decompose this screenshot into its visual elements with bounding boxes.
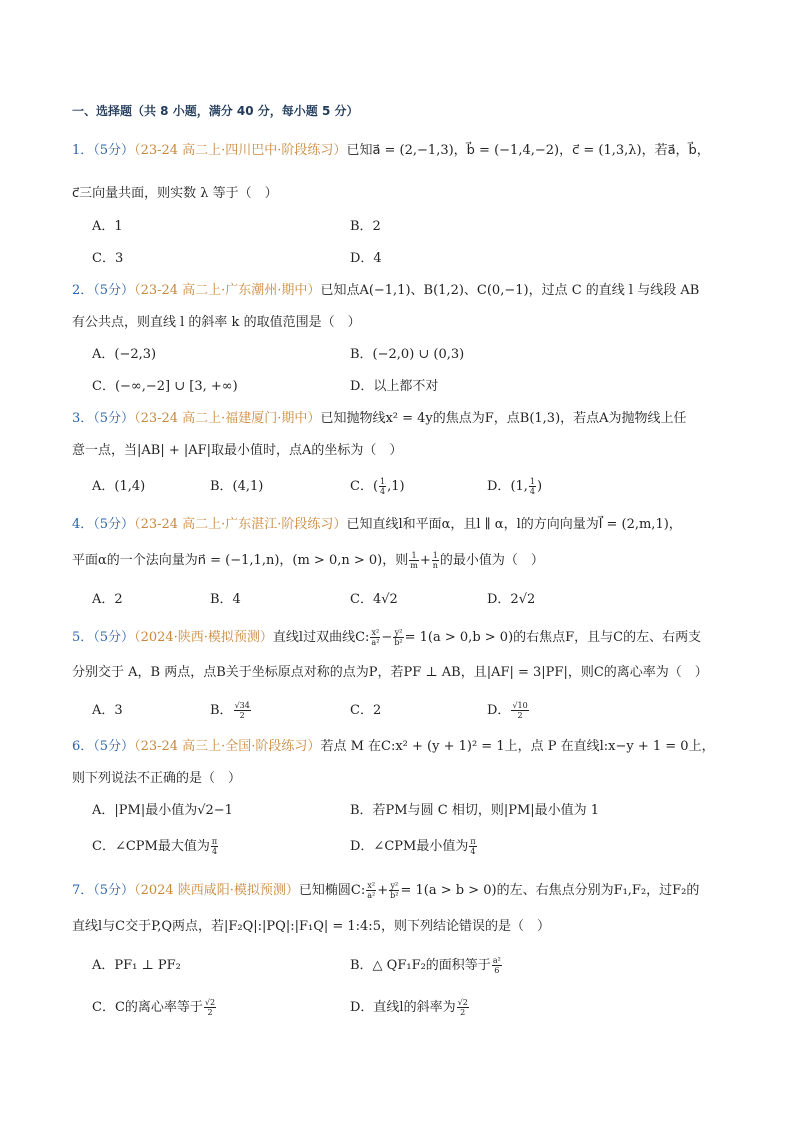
denominator: 2 — [207, 1008, 213, 1017]
numerator: √10 — [512, 701, 528, 710]
option-c — [350, 477, 405, 497]
option-b: B．(4,1) — [210, 479, 264, 494]
question-2-line-1 — [72, 281, 754, 301]
plus-sign: + — [419, 553, 431, 568]
numerator: 1 — [432, 551, 438, 560]
numerator: 1 — [380, 477, 386, 486]
question-score: （5分） — [93, 630, 135, 645]
denominator: 4 — [529, 487, 536, 496]
question-source: （23-24 高二上·广东湛江·阶段练习） — [134, 517, 347, 532]
fraction — [379, 477, 386, 496]
minus-sign: − — [381, 630, 393, 645]
question-source: （23-24 高三上·全国·阶段练习） — [134, 739, 321, 754]
option-a: A．|PM|最小值为√2−1 — [92, 803, 233, 818]
question-source: （2024 陕西咸阳·模拟预测） — [134, 883, 299, 898]
fraction — [511, 701, 528, 720]
question-number: 4． — [72, 517, 94, 532]
option-c: C．3 — [92, 251, 124, 266]
option-letter: D．直线l的斜率为 — [350, 1000, 456, 1015]
plus-sign: + — [377, 883, 389, 898]
question-stem-tail: = 1(a > b > 0)的左、右焦点分别为F₁,F₂，过F₂的 — [400, 883, 700, 898]
fraction — [204, 998, 216, 1017]
option-d — [487, 701, 530, 721]
paren-close: ,1) — [387, 479, 405, 494]
question-5-line-2: 分别交于 A，B 两点，点B关于坐标原点对称的点为P，若PF ⊥ AB，且|AF| = 3|PF|，则C的离心率为（ ） — [72, 665, 708, 680]
option-letter: C．C的离心率等于 — [92, 1000, 203, 1015]
numerator: π — [470, 837, 476, 846]
fraction — [370, 628, 380, 647]
option-b: B．2 — [350, 219, 381, 234]
denominator: b² — [390, 891, 399, 900]
numerator: √2 — [457, 998, 468, 1007]
question-stem: 若点 M 在C:x² + (y + 1)² = 1上，点 P 在直线l:x−y + 1 = 0上， — [320, 739, 715, 754]
question-stem: 已知点A(−1,1)、B(1,2)、C(0,−1)，过点 C 的直线 l 与线段 AB — [320, 283, 700, 298]
fraction — [389, 881, 399, 900]
denominator: 4 — [470, 847, 476, 856]
fraction — [432, 551, 439, 570]
question-2-line-2: 有公共点，则直线 l 的斜率 k 的取值范围是（ ） — [72, 315, 361, 330]
question-4-line-2 — [72, 551, 754, 571]
option-letter: C．∠CPM最大值为 — [92, 839, 210, 854]
question-5-line-1 — [72, 628, 754, 648]
denominator: 2 — [239, 711, 245, 720]
question-7-line-1 — [72, 881, 754, 901]
fraction — [469, 837, 476, 856]
question-stem: 已知椭圆C: — [298, 883, 366, 898]
option-letter: C． — [350, 479, 373, 494]
question-4-line-1 — [72, 515, 754, 535]
option-c — [92, 837, 219, 857]
option-letter: B．△ QF₁F₂的面积等于 — [350, 958, 491, 973]
question-score: （5分） — [93, 517, 135, 532]
option-a: A．3 — [92, 703, 123, 718]
option-c: C．2 — [350, 703, 382, 718]
question-stem: 平面α的一个法向量为n⃗ = (−1,1,n)，(m > 0,n > 0)，则 — [72, 553, 409, 568]
option-letter: D． — [487, 479, 511, 494]
numerator: y² — [390, 881, 399, 890]
question-3-line-2: 意一点，当|AB| + |AF|取最小值时，点A的坐标为（ ） — [72, 443, 403, 458]
option-c: C．4√2 — [350, 592, 398, 607]
question-stem: 已知抛物线x² = 4y的焦点为F，点B(1,3)，若点A为抛物线上任 — [320, 411, 687, 426]
option-d — [487, 477, 542, 497]
question-number: 7． — [72, 883, 94, 898]
question-1-line-1 — [72, 141, 754, 161]
question-score: （5分） — [93, 283, 135, 298]
option-b — [210, 701, 252, 721]
denominator: a² — [367, 891, 376, 900]
question-3-line-1 — [72, 409, 754, 429]
fraction — [409, 551, 419, 570]
option-d — [350, 837, 478, 857]
option-c — [92, 998, 217, 1018]
question-6-line-2: 则下列说法不正确的是（ ） — [72, 771, 242, 786]
option-a: A．(−2,3) — [92, 347, 157, 362]
option-a: A．PF₁ ⊥ PF₂ — [92, 958, 181, 973]
denominator: b² — [394, 638, 403, 647]
denominator: 4 — [380, 487, 386, 496]
option-b: B．若PM与圆 C 相切，则|PM|最小值为 1 — [350, 803, 600, 818]
option-letter: D．∠CPM最小值为 — [350, 839, 469, 854]
denominator: 2 — [460, 1008, 466, 1017]
question-source: （23-24 高二上·四川巴中·阶段练习） — [134, 143, 347, 158]
question-number: 1． — [72, 143, 94, 158]
numerator: x² — [371, 628, 380, 637]
option-b — [350, 956, 503, 976]
fraction — [366, 881, 376, 900]
option-letter: D． — [487, 703, 511, 718]
option-letter: B． — [210, 703, 233, 718]
question-number: 6． — [72, 739, 94, 754]
numerator: a² — [492, 956, 501, 965]
option-a: A．1 — [92, 219, 123, 234]
question-stem: 已知直线l和平面α，且l ∥ α，l的方向向量为l⃗ = (2,m,1)， — [346, 517, 682, 532]
option-c: C．(−∞,−2] ∪ [3, +∞) — [92, 379, 238, 394]
numerator: √34 — [234, 701, 250, 710]
denominator: 2 — [517, 711, 523, 720]
question-score: （5分） — [93, 739, 135, 754]
option-d: D．4 — [350, 251, 382, 266]
fraction — [457, 998, 469, 1017]
option-b: B．4 — [210, 592, 241, 607]
denominator: 4 — [211, 847, 218, 856]
numerator: x² — [367, 881, 376, 890]
question-stem-tail: = 1(a > 0,b > 0)的右焦点F，且与C的左、右两支 — [404, 630, 702, 645]
question-number: 3． — [72, 411, 94, 426]
question-score: （5分） — [93, 411, 135, 426]
paren-close: ) — [537, 479, 543, 494]
fraction — [492, 956, 502, 975]
numerator: 1 — [529, 477, 536, 486]
fraction — [529, 477, 536, 496]
question-stem: 已知a⃗ = (2,−1,3)，b⃗ = (−1,4,−2)，c⃗ = (1,3,λ)，若a⃗，b⃗， — [346, 143, 710, 158]
numerator: √2 — [204, 998, 216, 1007]
fraction — [393, 628, 403, 647]
question-7-line-2: 直线l与C交于P,Q两点，若|F₂Q|:|PQ|:|F₁Q| = 1:4:5，则下列结论错误的是（ ） — [72, 919, 550, 934]
question-source: （2024·陕西·模拟预测） — [134, 630, 273, 645]
option-d — [350, 998, 470, 1018]
question-1-line-2: c⃗三向量共面，则实数 λ 等于（ ） — [72, 186, 278, 201]
option-d: D．2√2 — [487, 592, 536, 607]
denominator: m — [410, 561, 418, 570]
question-score: （5分） — [93, 143, 135, 158]
option-a: A．(1,4) — [92, 479, 146, 494]
fraction — [211, 837, 218, 856]
option-a: A．2 — [92, 592, 123, 607]
denominator: n — [432, 561, 438, 570]
question-6-line-1 — [72, 737, 754, 757]
question-number: 2． — [72, 283, 94, 298]
question-score: （5分） — [93, 883, 135, 898]
numerator: π — [211, 837, 218, 846]
paren-open: (1, — [510, 479, 528, 494]
question-stem: 直线l过双曲线C: — [272, 630, 370, 645]
option-b: B．(−2,0) ∪ (0,3) — [350, 347, 465, 362]
numerator: 1 — [409, 551, 419, 561]
fraction — [234, 701, 251, 720]
paren-open: ( — [372, 479, 379, 494]
question-source: （23-24 高二上·广东潮州·期中） — [134, 283, 321, 298]
question-source: （23-24 高二上·福建厦门·期中） — [134, 411, 321, 426]
question-stem-tail: 的最小值为（ ） — [439, 553, 544, 568]
section-title: 一、选择题（共 8 小题，满分 40 分，每小题 5 分） — [72, 104, 359, 118]
option-d: D．以上都不对 — [350, 379, 439, 394]
numerator: y² — [394, 628, 403, 637]
question-number: 5． — [72, 630, 94, 645]
denominator: 6 — [494, 966, 500, 975]
denominator: a² — [371, 638, 380, 647]
